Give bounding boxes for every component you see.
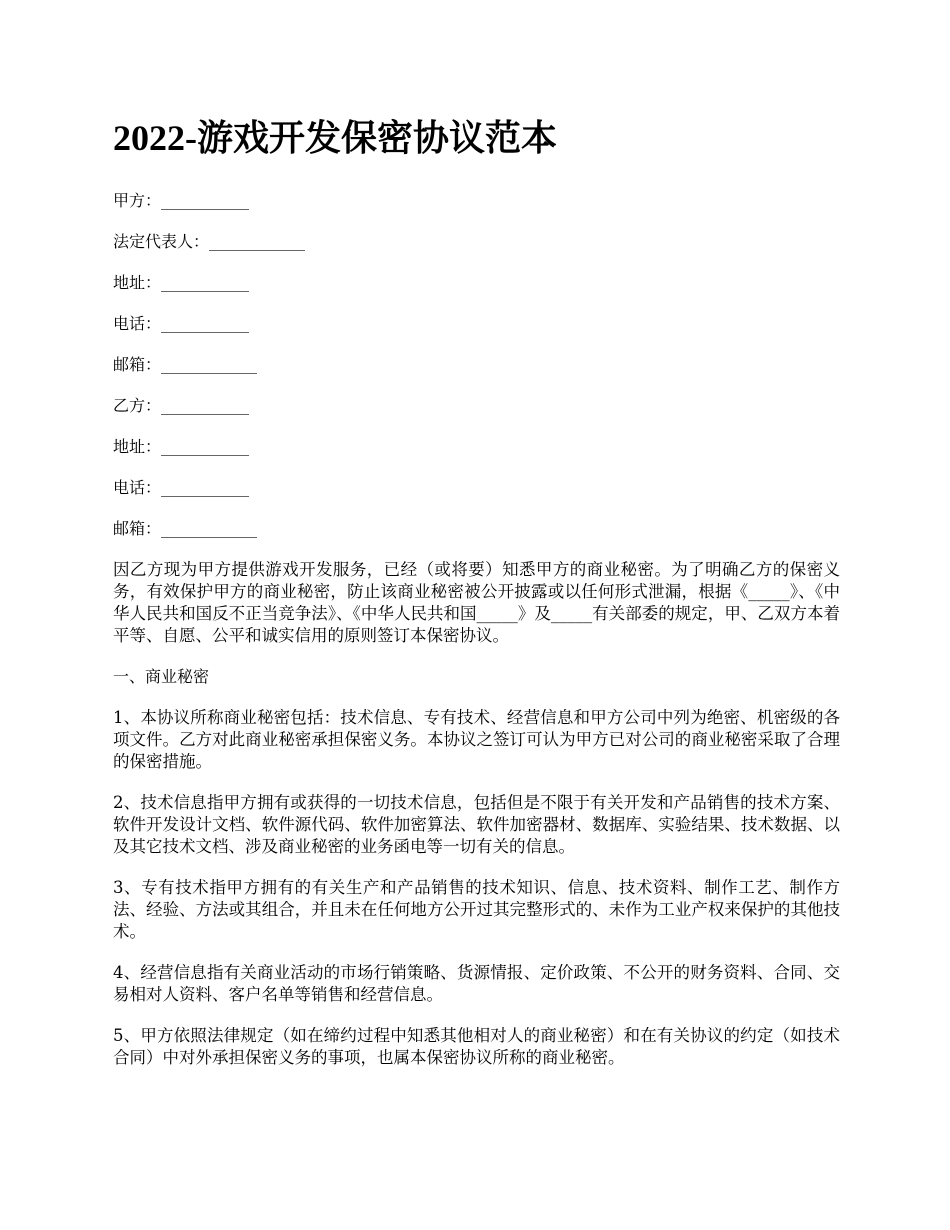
- party-a-field: 甲方：___________: [113, 191, 250, 210]
- document-page: [113, 112, 840, 1088]
- party-a-email-field: 邮箱：____________: [113, 355, 258, 374]
- party-b-field: 乙方：___________: [113, 396, 250, 415]
- document-title: 2022-游戏开发保密协议范本: [113, 118, 557, 158]
- party-a-address-field: 地址：___________: [113, 273, 250, 292]
- party-b-email-field: 邮箱：____________: [113, 519, 258, 538]
- section-heading: 一、商业秘密: [113, 667, 210, 686]
- party-b-phone-field: 电话：___________: [113, 478, 250, 497]
- party-b-address-field: 地址：___________: [113, 437, 250, 456]
- clause-paragraph: 3、专有技术指甲方拥有的有关生产和产品销售的技术知识、信息、技术资料、制作工艺、制作方法、经验、方法或其组合，并且未在任何地方公开过其完整形式的、未作为工业产权来保护的其他技术。: [113, 878, 840, 941]
- intro-paragraph: 因乙方现为甲方提供游戏开发服务，已经（或将要）知悉甲方的商业秘密。为了明确乙方的保密义务，有效保护甲方的商业秘密，防止该商业秘密被公开披露或以任何形式泄漏，根据《_____》、《中华人民共和国反不正当竞争法》、《中华人民共和国_____》及_____有关部委的规定，甲、乙双方本着平等、自愿、公平和诚实信用的原则签订本保密协议。: [113, 560, 840, 645]
- clause-paragraph: 1、本协议所称商业秘密包括：技术信息、专有技术、经营信息和甲方公司中列为绝密、机密级的各项文件。乙方对此商业秘密承担保密义务。本协议之签订可认为甲方已对公司的商业秘密采取了合理的保密措施。: [113, 708, 840, 771]
- clause-paragraph: 4、经营信息指有关商业活动的市场行销策略、货源情报、定价政策、不公开的财务资料、合同、交易相对人资料、客户名单等销售和经营信息。: [113, 963, 840, 1004]
- party-a-phone-field: 电话：___________: [113, 314, 250, 333]
- legal-representative-field: 法定代表人：____________: [113, 232, 306, 251]
- clause-paragraph: 5、甲方依照法律规定（如在缔约过程中知悉其他相对人的商业秘密）和在有关协议的约定（如技术合同）中对外承担保密义务的事项，也属本保密协议所称的商业秘密。: [113, 1026, 840, 1067]
- clause-paragraph: 2、技术信息指甲方拥有或获得的一切技术信息，包括但是不限于有关开发和产品销售的技术方案、软件开发设计文档、软件源代码、软件加密算法、软件加密器材、数据库、实验结果、技术数据、以及其它技术文档、涉及商业秘密的业务函电等一切有关的信息。: [113, 793, 840, 856]
